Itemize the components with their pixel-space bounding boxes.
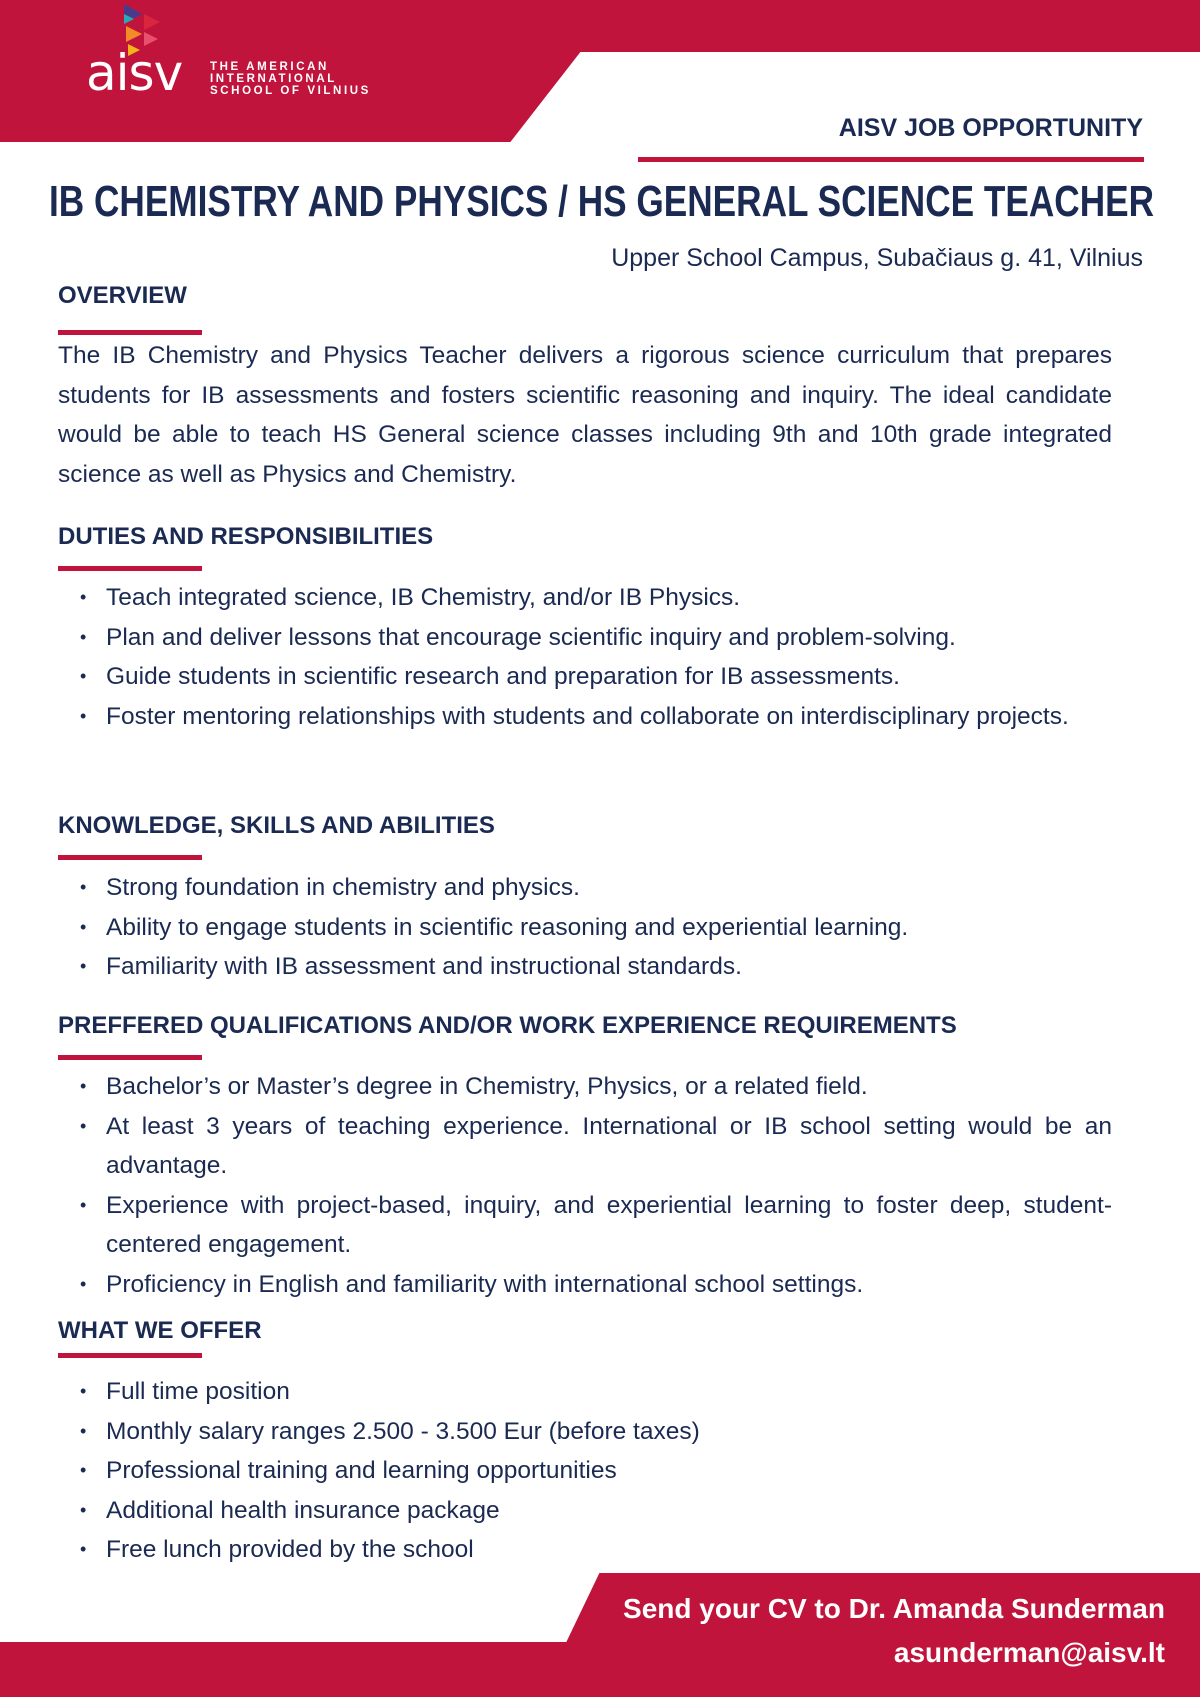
section-heading-offer: WHAT WE OFFER — [58, 1317, 262, 1344]
section-heading-overview: OVERVIEW — [58, 282, 187, 309]
list-item: • Plan and deliver lessons that encourage scientific inquiry and problem-solving. — [58, 618, 1112, 658]
section-rule — [58, 566, 202, 571]
list-item: • Foster mentoring relationships with students and collaborate on interdisciplinary projects. — [58, 697, 1112, 737]
contact-instruction: Send your CV to Dr. Amanda Sunderman — [623, 1593, 1165, 1624]
list-item: • Familiarity with IB assessment and instructional standards. — [58, 947, 1112, 987]
school-name — [210, 61, 371, 97]
section-rule — [58, 330, 202, 335]
list-item: • Ability to engage students in scientific reasoning and experiential learning. — [58, 908, 1112, 948]
section-rule — [58, 855, 202, 860]
list-item: • Experience with project-based, inquiry, and experiential learning to foster deep, student-centered engagement. — [58, 1186, 1112, 1265]
duties-list — [58, 578, 1112, 736]
skills-list — [58, 868, 1112, 987]
footer-red-panel — [540, 1573, 1200, 1697]
section-rule — [58, 1055, 202, 1060]
school-name-line: INTERNATIONAL — [210, 73, 337, 85]
contact-email[interactable]: asunderman@aisv.lt — [893, 1637, 1165, 1668]
section-rule — [58, 1353, 202, 1358]
list-item: • Bachelor’s or Master’s degree in Chemistry, Physics, or a related field. — [58, 1067, 1112, 1107]
list-item: • Teach integrated science, IB Chemistry, and/or IB Physics. — [58, 578, 1112, 618]
school-logo — [86, 4, 386, 104]
school-name-line: SCHOOL OF VILNIUS — [210, 85, 371, 97]
school-name-line: THE AMERICAN — [210, 61, 329, 73]
tag-underline — [638, 157, 1144, 162]
list-item: • Proficiency in English and familiarity with international school settings. — [58, 1265, 1112, 1305]
list-item: • Additional health insurance package — [58, 1491, 1112, 1531]
list-item: • At least 3 years of teaching experience. International or IB school setting would be an advantage. — [58, 1107, 1112, 1186]
section-heading-duties: DUTIES AND RESPONSIBILITIES — [58, 523, 434, 550]
job-opportunity-tag: AISV JOB OPPORTUNITY — [838, 114, 1143, 142]
qualifications-list — [58, 1067, 1112, 1304]
campus-location: Upper School Campus, Subačiaus g. 41, Vilnius — [611, 244, 1143, 272]
page-title: IB CHEMISTRY AND PHYSICS / HS GENERAL SCIENCE TEACHER — [49, 177, 1155, 226]
offer-list — [58, 1372, 1112, 1570]
overview-text: The IB Chemistry and Physics Teacher delivers a rigorous science curriculum that prepares students for IB assessments and fosters scientific reasoning and inquiry. The ideal candidate would be able to teach HS General science classes including 9th and 10th grade integrated science as well as Physics and Chemistry. — [58, 342, 1112, 488]
logo-wordmark: aisv — [86, 44, 183, 102]
list-item: • Free lunch provided by the school — [58, 1530, 1112, 1570]
list-item: • Monthly salary ranges 2.500 - 3.500 Eur (before taxes) — [58, 1412, 1112, 1452]
list-item: • Guide students in scientific research and preparation for IB assessments. — [58, 657, 1112, 697]
list-item: • Strong foundation in chemistry and physics. — [58, 868, 1112, 908]
section-heading-qualifications: PREFFERED QUALIFICATIONS AND/OR WORK EXPERIENCE REQUIREMENTS — [58, 1012, 957, 1039]
list-item: • Professional training and learning opportunities — [58, 1451, 1112, 1491]
section-heading-skills: KNOWLEDGE, SKILLS AND ABILITIES — [58, 812, 495, 839]
list-item: • Full time position — [58, 1372, 1112, 1412]
